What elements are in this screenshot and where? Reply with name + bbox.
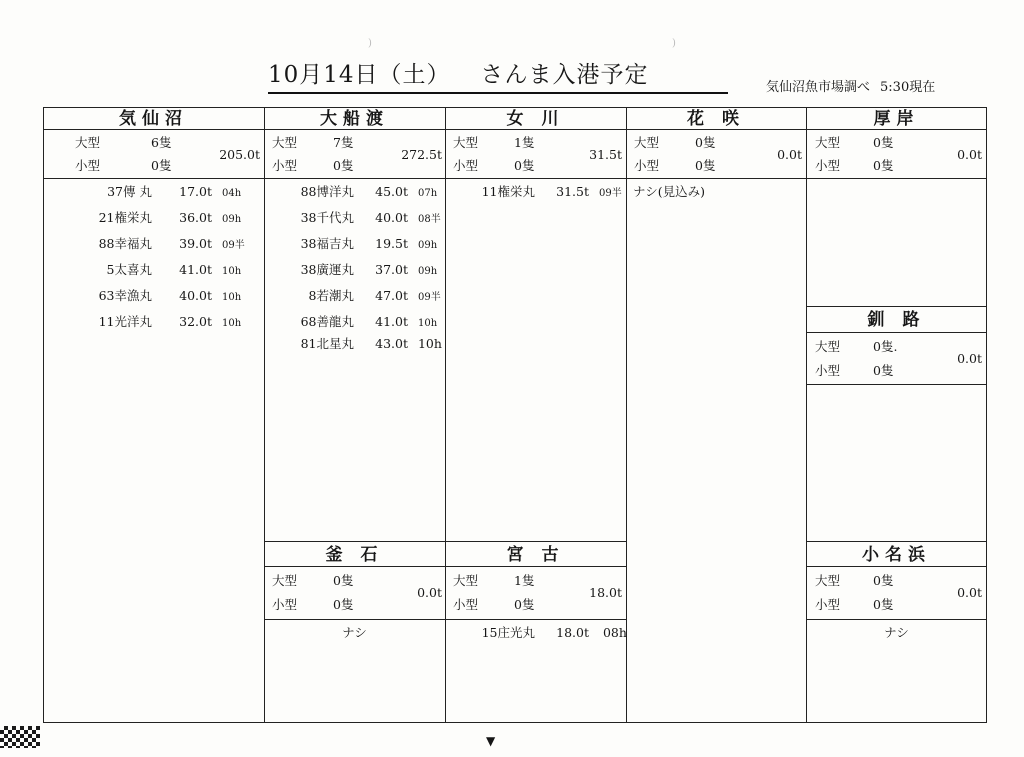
row-divider — [264, 619, 626, 620]
boat-row — [445, 625, 627, 641]
port-header-akkeshi: 厚岸 — [873, 109, 920, 129]
no-arrival-note: ナシ — [342, 625, 367, 640]
subtitle — [766, 76, 935, 95]
total-tons: 0.0t — [957, 351, 982, 366]
port-header-onahama: 小名浜 — [862, 545, 931, 565]
title-date: 10月14日（土） — [268, 62, 451, 88]
boat-tons: 43.0t — [375, 336, 408, 351]
boat-row — [48, 236, 245, 254]
small-count: 0隻 — [333, 158, 354, 173]
scan-checker-mark — [0, 726, 40, 748]
boat-name: 38廣運丸 — [300, 262, 354, 277]
boat-name: 11権栄丸 — [481, 184, 535, 199]
total-tons: 31.5t — [589, 147, 622, 162]
boat-name: 63幸漁丸 — [98, 288, 152, 303]
total-tons: 0.0t — [957, 147, 982, 162]
row-divider — [264, 566, 626, 567]
small-count: 0隻 — [151, 158, 172, 173]
large-count: 1隻 — [514, 135, 535, 150]
port-header-miyako: 宮 古 — [506, 545, 565, 565]
small-count: 0隻 — [873, 597, 894, 612]
large-label: 大型 — [453, 573, 479, 588]
boat-tons: 18.0t — [556, 625, 589, 640]
large-label: 大型 — [453, 135, 479, 150]
small-count: 0隻 — [514, 158, 535, 173]
boat-row — [48, 210, 241, 228]
large-label: 大型 — [272, 135, 298, 150]
row-divider — [43, 178, 987, 179]
triangle-down-icon: ▼ — [486, 734, 496, 748]
row-divider — [264, 541, 626, 542]
arrival-hour: 07h — [417, 188, 438, 199]
arrival-hour: 09半 — [221, 240, 245, 251]
row-divider — [43, 129, 987, 130]
arrival-hour: 08半 — [417, 214, 441, 225]
arrival-hour: 09h — [417, 240, 438, 251]
large-count: 0隻 — [695, 135, 716, 150]
boat-name: 11光洋丸 — [98, 314, 152, 329]
boat-tons: 47.0t — [375, 288, 408, 303]
total-tons: 0.0t — [777, 147, 802, 162]
boat-tons: 40.0t — [375, 210, 408, 225]
arrival-hour: 04h — [221, 188, 242, 199]
boat-tons: 37.0t — [375, 262, 408, 277]
large-count: 6隻 — [151, 135, 172, 150]
row-divider — [806, 332, 987, 333]
small-count: 0隻 — [873, 363, 894, 378]
arrival-hour: 10h — [417, 318, 438, 329]
boat-row — [264, 236, 437, 254]
no-arrival-note: ナシ(見込み) — [633, 184, 706, 199]
boat-name: 5太喜丸 — [106, 262, 152, 277]
no-arrival-note: ナシ — [884, 625, 909, 640]
boat-name: 88博洋丸 — [300, 184, 354, 199]
total-tons: 18.0t — [589, 585, 622, 600]
arrival-hour: 09半 — [598, 188, 622, 199]
boat-tons: 41.0t — [179, 262, 212, 277]
boat-row — [264, 184, 437, 202]
row-divider — [806, 384, 987, 385]
large-label: 大型 — [272, 573, 298, 588]
large-count: 0隻 — [873, 135, 894, 150]
small-label: 小型 — [272, 597, 298, 612]
large-label: 大型 — [634, 135, 660, 150]
port-header-kamaishi: 釜 石 — [325, 545, 384, 565]
large-label: 大型 — [75, 135, 101, 150]
boat-row — [264, 288, 441, 306]
subtitle-source: 気仙沼魚市場調べ — [766, 80, 871, 95]
small-label: 小型 — [272, 158, 298, 173]
boat-name: 38千代丸 — [300, 210, 354, 225]
boat-name: 88幸福丸 — [98, 236, 152, 251]
arrival-hour: 10h — [221, 266, 242, 277]
boat-tons: 17.0t — [179, 184, 212, 199]
small-label: 小型 — [75, 158, 101, 173]
boat-tons: 45.0t — [375, 184, 408, 199]
small-count: 0隻 — [873, 158, 894, 173]
boat-tons: 19.5t — [375, 236, 408, 251]
arrival-hour: 08h — [602, 625, 627, 640]
large-count: 0隻 — [873, 573, 894, 588]
boat-name: 15庄光丸 — [481, 625, 535, 640]
boat-tons: 41.0t — [375, 314, 408, 329]
boat-row — [48, 262, 241, 280]
title-text: さんま入港予定 — [480, 62, 649, 88]
large-count: 0隻 — [333, 573, 354, 588]
boat-row — [264, 314, 437, 332]
row-divider — [806, 619, 987, 620]
boat-tons: 39.0t — [179, 236, 212, 251]
boat-name: 8若潮丸 — [308, 288, 354, 303]
boat-name: 81北星丸 — [300, 336, 354, 351]
large-label: 大型 — [815, 135, 841, 150]
boat-name: 21権栄丸 — [98, 210, 152, 225]
small-count: 0隻 — [333, 597, 354, 612]
boat-row — [264, 262, 437, 280]
port-header-ofunato: 大船渡 — [320, 109, 389, 129]
arrival-hour: 10h — [221, 292, 242, 303]
total-tons: 0.0t — [417, 585, 442, 600]
scan-speck: ) — [672, 38, 676, 49]
page-title — [268, 58, 728, 94]
total-tons: 272.5t — [401, 147, 442, 162]
boat-tons: 31.5t — [556, 184, 589, 199]
row-divider — [806, 566, 987, 567]
total-tons: 205.0t — [219, 147, 260, 162]
scan-speck: ) — [368, 38, 372, 49]
small-label: 小型 — [815, 158, 841, 173]
small-count: 0隻 — [514, 597, 535, 612]
arrival-hour: 10h — [417, 336, 442, 351]
small-label: 小型 — [453, 158, 479, 173]
boat-name: 68善龍丸 — [300, 314, 354, 329]
arrival-hour: 09h — [417, 266, 438, 277]
arrival-hour: 10h — [221, 318, 242, 329]
small-count: 0隻 — [695, 158, 716, 173]
port-header-kushiro: 釧 路 — [867, 310, 926, 330]
boat-row — [264, 210, 441, 228]
arrival-hour: 09h — [221, 214, 242, 225]
boat-row — [48, 184, 241, 202]
port-header-onagawa: 女 川 — [506, 109, 565, 129]
small-label: 小型 — [815, 363, 841, 378]
port-header-kesennuma: 気仙沼 — [119, 109, 188, 129]
large-count: 1隻 — [514, 573, 535, 588]
boat-row — [445, 184, 622, 202]
row-divider — [806, 306, 987, 307]
boat-row — [48, 288, 241, 306]
boat-tons: 40.0t — [179, 288, 212, 303]
boat-name: 37傳 丸 — [107, 184, 152, 199]
large-label: 大型 — [815, 573, 841, 588]
boat-name: 38福吉丸 — [300, 236, 354, 251]
row-divider — [806, 541, 987, 542]
boat-tons: 32.0t — [179, 314, 212, 329]
subtitle-time: 5:30現在 — [880, 80, 936, 95]
small-label: 小型 — [815, 597, 841, 612]
total-tons: 0.0t — [957, 585, 982, 600]
large-count: 0隻. — [873, 339, 898, 354]
port-header-hanasaki: 花 咲 — [687, 109, 745, 129]
small-label: 小型 — [453, 597, 479, 612]
boat-row — [264, 336, 442, 352]
boat-tons: 36.0t — [179, 210, 212, 225]
large-count: 7隻 — [333, 135, 354, 150]
boat-row — [48, 314, 241, 332]
arrival-hour: 09半 — [417, 292, 441, 303]
large-label: 大型 — [815, 339, 841, 354]
small-label: 小型 — [634, 158, 660, 173]
